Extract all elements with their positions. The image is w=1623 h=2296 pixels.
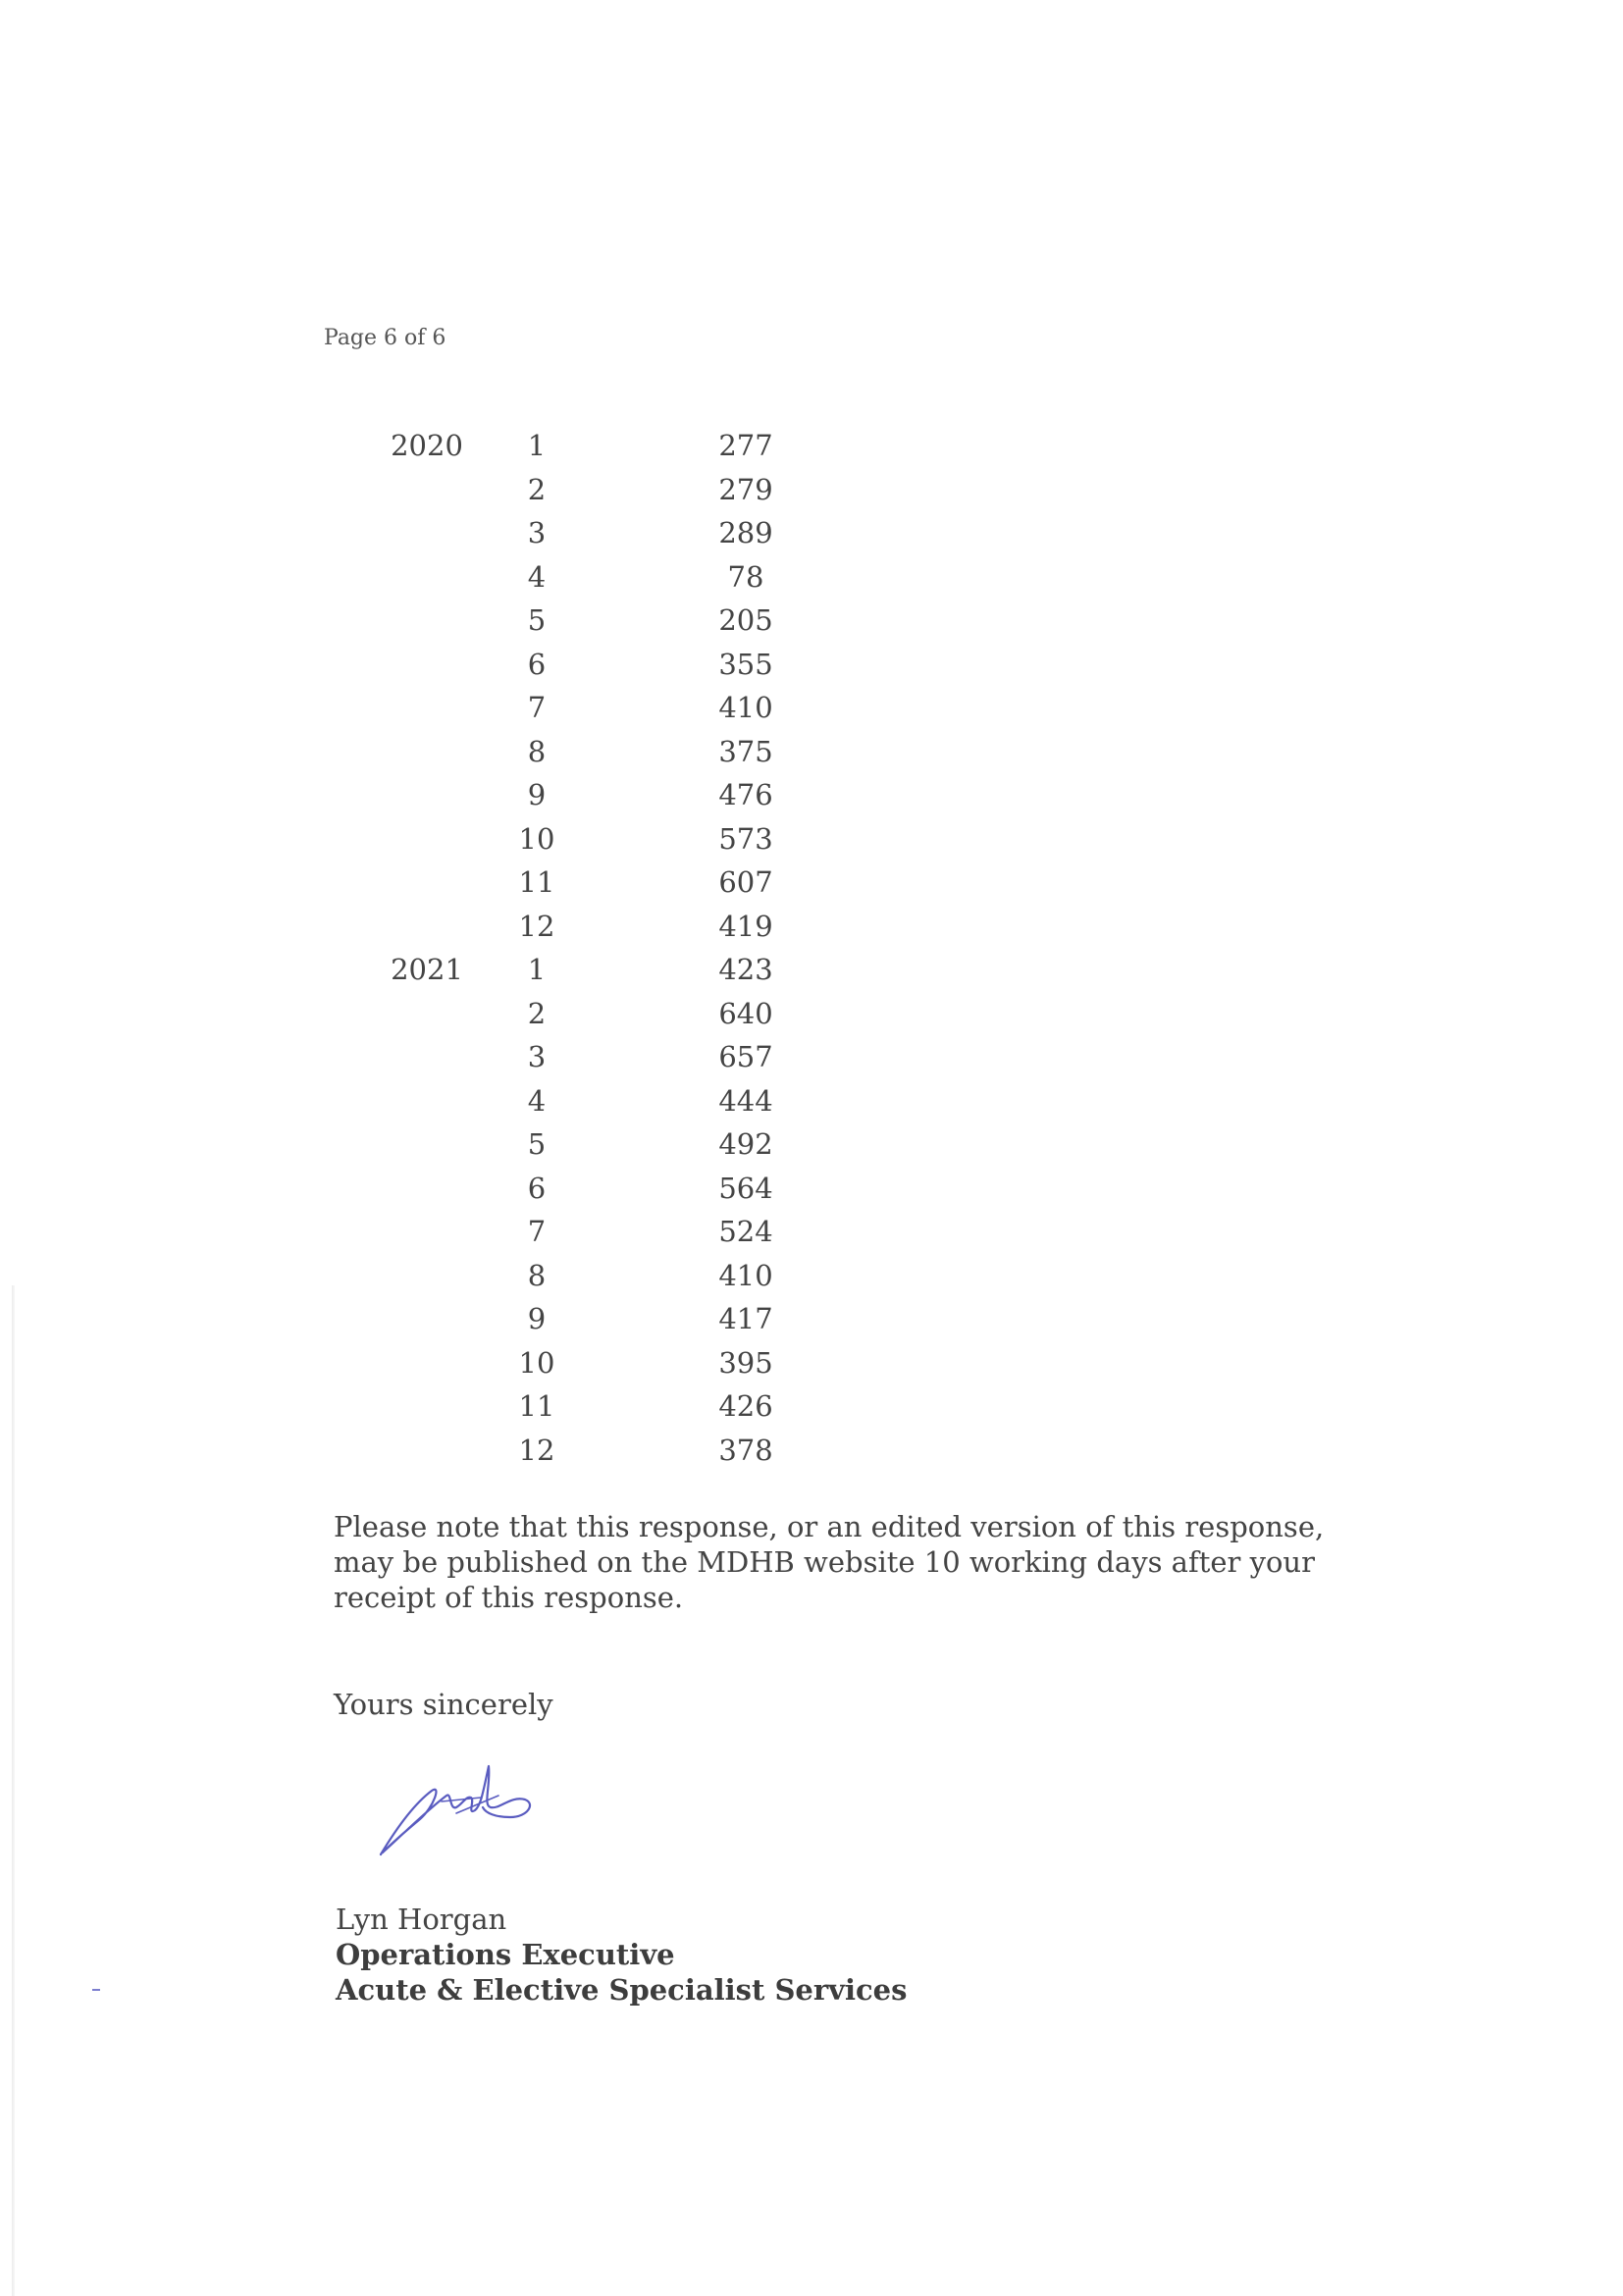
month-cell: 11 (518, 1389, 555, 1423)
table-row (324, 468, 913, 512)
table-row (324, 511, 913, 555)
month-cell: 6 (527, 1171, 547, 1205)
table-row (324, 643, 913, 687)
handwritten-signature (373, 1756, 540, 1864)
count-cell: 444 (718, 1083, 773, 1118)
count-cell: 410 (718, 1258, 773, 1292)
count-cell: 205 (718, 603, 773, 637)
table-row (324, 1167, 913, 1211)
month-cell: 7 (527, 1215, 547, 1248)
page-number: Page 6 of 6 (324, 326, 446, 350)
month-cell: 8 (527, 734, 547, 768)
count-cell: 607 (718, 865, 773, 899)
month-cell: 2 (527, 996, 547, 1030)
table-row (324, 992, 913, 1036)
month-cell: 4 (527, 1083, 547, 1118)
month-cell: 10 (518, 1345, 555, 1380)
count-cell: 279 (718, 472, 773, 506)
month-cell: 8 (527, 1258, 547, 1292)
count-cell: 476 (718, 778, 773, 811)
count-cell: 378 (718, 1433, 773, 1467)
count-cell: 524 (718, 1215, 773, 1248)
count-cell: 277 (718, 429, 773, 462)
month-cell: 12 (518, 1433, 555, 1467)
count-cell: 426 (718, 1389, 773, 1423)
count-cell: 564 (718, 1171, 773, 1205)
table-row (324, 555, 913, 600)
table-row (324, 861, 913, 905)
table-row (324, 1341, 913, 1385)
table-row (324, 773, 913, 817)
table-row (324, 1297, 913, 1341)
table-row (324, 1035, 913, 1079)
year-cell: 2021 (391, 953, 463, 986)
count-cell: 573 (718, 821, 773, 856)
table-row (324, 817, 913, 861)
month-cell: 4 (527, 559, 547, 594)
year-cell: 2020 (391, 429, 463, 462)
month-cell: 3 (527, 1040, 547, 1073)
table-row (324, 1210, 913, 1254)
month-cell: 7 (527, 691, 547, 724)
table-row (324, 905, 913, 949)
count-cell: 423 (718, 953, 773, 986)
table-row (324, 1384, 913, 1429)
table-row (324, 424, 913, 468)
count-cell: 289 (718, 516, 773, 549)
month-cell: 9 (527, 1302, 547, 1335)
month-cell: 9 (527, 778, 547, 811)
month-cell: 5 (527, 1127, 547, 1161)
table-row (324, 1122, 913, 1167)
table-row (324, 948, 913, 992)
count-cell: 640 (718, 996, 773, 1030)
signer-block (336, 1902, 907, 2008)
scan-page-edge (12, 1285, 15, 2296)
signer-title: Operations Executive (336, 1938, 675, 1971)
scan-speck (92, 1989, 100, 1991)
count-cell: 375 (718, 734, 773, 768)
month-cell: 6 (527, 647, 547, 681)
count-cell: 492 (718, 1127, 773, 1161)
month-cell: 2 (527, 472, 547, 506)
count-cell: 419 (718, 909, 773, 943)
month-cell: 3 (527, 516, 547, 549)
month-cell: 1 (527, 953, 547, 986)
table-row (324, 686, 913, 730)
month-cell: 1 (527, 429, 547, 462)
month-cell: 11 (518, 865, 555, 899)
month-cell: 5 (527, 603, 547, 637)
closing-salutation: Yours sincerely (334, 1688, 553, 1721)
signer-department: Acute & Elective Specialist Services (336, 1973, 908, 2007)
monthly-counts-table (324, 424, 913, 1472)
month-cell: 10 (518, 821, 555, 856)
count-cell: 78 (727, 559, 764, 594)
table-row (324, 1429, 913, 1473)
count-cell: 657 (718, 1040, 773, 1073)
count-cell: 395 (718, 1345, 773, 1380)
table-row (324, 730, 913, 774)
table-row (324, 1079, 913, 1123)
publication-notice: Please note that this response, or an edited version of this response, may be published on the MDHB website 10 working days after your receipt of this response. (334, 1510, 1325, 1614)
count-cell: 355 (718, 647, 773, 681)
signer-name: Lyn Horgan (336, 1903, 507, 1936)
table-row (324, 599, 913, 643)
month-cell: 12 (518, 909, 555, 943)
table-row (324, 1254, 913, 1298)
count-cell: 410 (718, 691, 773, 724)
count-cell: 417 (718, 1302, 773, 1335)
